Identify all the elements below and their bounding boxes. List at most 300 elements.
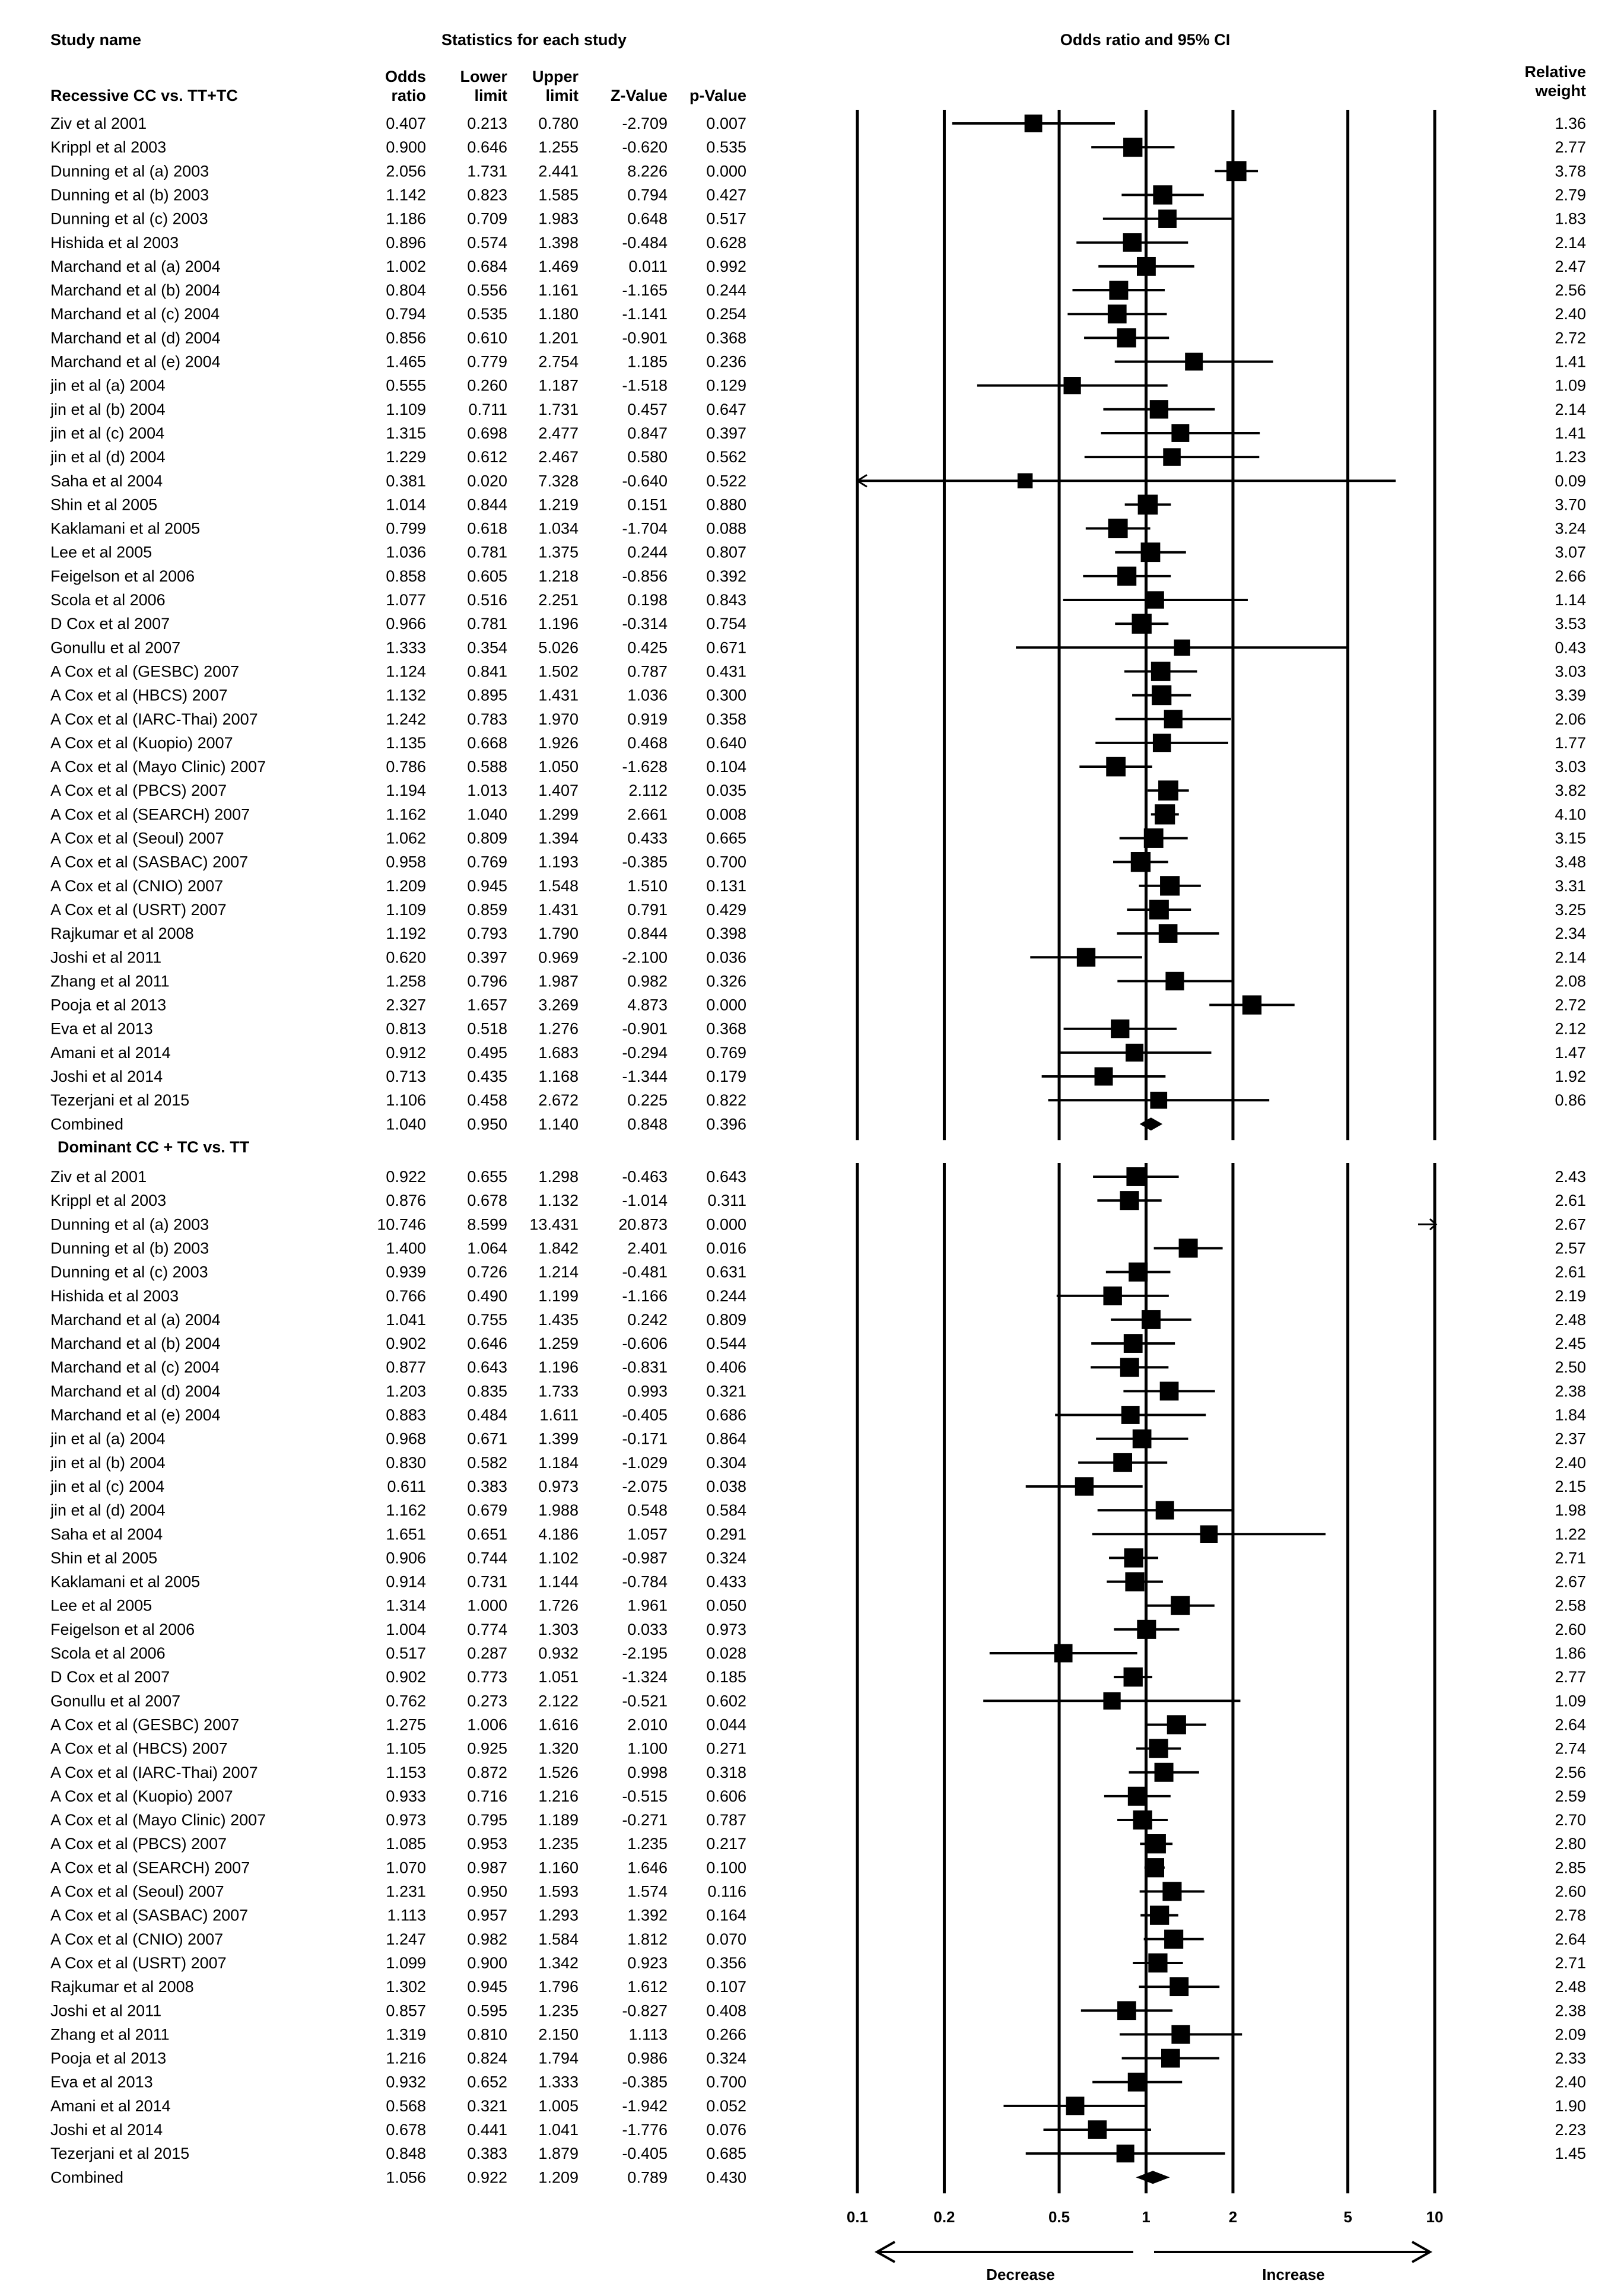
odds-ratio-value: 1.124 [386, 662, 426, 681]
upper-limit-value: 1.276 [538, 1019, 579, 1038]
z-value: -0.827 [622, 2002, 668, 2020]
p-value: 0.992 [706, 257, 746, 275]
upper-limit-value: 1.219 [538, 495, 579, 514]
lower-limit-value: 0.397 [467, 948, 507, 967]
p-value: 0.321 [706, 1382, 746, 1400]
z-value: 0.433 [627, 829, 668, 847]
odds-ratio-value: 1.162 [386, 805, 426, 824]
axis-tick-label: 0.2 [933, 2208, 955, 2226]
odds-ratio-value: 1.400 [386, 1239, 426, 1257]
axis-tick-label: 0.5 [1048, 2208, 1070, 2226]
relative-weight-value: 2.71 [1555, 1549, 1586, 1567]
effect-square [1147, 591, 1164, 608]
study-name: Rajkumar et al 2008 [50, 1978, 194, 1996]
lower-limit-value: 1.731 [467, 162, 507, 180]
upper-limit-value: 1.469 [538, 257, 579, 275]
relative-weight-value: 2.66 [1555, 567, 1586, 585]
p-value: 0.584 [706, 1501, 746, 1520]
z-value: 0.844 [627, 925, 668, 943]
relative-weight-value: 2.64 [1555, 1716, 1586, 1734]
study-name: jin et al (b) 2004 [50, 1453, 166, 1472]
p-value: 0.430 [706, 2168, 746, 2187]
relative-weight-value: 2.08 [1555, 972, 1586, 990]
study-name: A Cox et al (IARC-Thai) 2007 [50, 1763, 258, 1781]
lower-limit-value: 0.709 [467, 209, 507, 228]
z-value: -0.620 [622, 138, 668, 157]
p-value: 0.631 [706, 1263, 746, 1281]
p-value: 0.408 [706, 2002, 746, 2020]
effect-square [1155, 804, 1175, 824]
z-value: 2.010 [627, 1716, 668, 1734]
study-name: jin et al (d) 2004 [50, 448, 166, 466]
study-name: Amani et al 2014 [50, 2096, 171, 2115]
odds-ratio-value: 1.209 [386, 876, 426, 895]
lower-limit-value: 0.872 [467, 1763, 507, 1781]
p-value: 0.809 [706, 1310, 746, 1329]
upper-limit-value: 1.196 [538, 1358, 579, 1377]
odds-ratio-value: 1.242 [386, 710, 426, 728]
z-value: -1.141 [622, 305, 668, 323]
odds-ratio-value: 1.036 [386, 543, 426, 561]
odds-ratio-value: 1.002 [386, 257, 426, 275]
p-value: 0.769 [706, 1043, 746, 1062]
lower-limit-value: 0.484 [467, 1406, 507, 1424]
upper-limit-value: 1.733 [538, 1382, 579, 1400]
p-value: 0.107 [706, 1978, 746, 1996]
effect-square [1242, 995, 1261, 1014]
lower-limit-value: 0.810 [467, 2025, 507, 2044]
odds-ratio-value: 0.922 [386, 1168, 426, 1186]
odds-ratio-value: 0.902 [386, 1335, 426, 1353]
effect-square [1165, 972, 1184, 990]
relative-weight-value: 3.15 [1555, 829, 1586, 847]
lower-limit-value: 0.859 [467, 900, 507, 919]
z-value: -1.324 [622, 1668, 668, 1686]
effect-square [1077, 948, 1095, 967]
lower-limit-value: 0.595 [467, 2002, 507, 2020]
study-name: Krippl et al 2003 [50, 138, 167, 157]
odds-ratio-value: 1.162 [386, 1501, 426, 1520]
odds-ratio-value: 1.315 [386, 424, 426, 442]
relative-weight-value: 2.19 [1555, 1286, 1586, 1305]
study-name: Marchand et al (d) 2004 [50, 1382, 221, 1400]
z-value: -1.029 [622, 1453, 668, 1472]
upper-limit-value: 1.209 [538, 2168, 579, 2187]
p-value: 0.035 [706, 782, 746, 800]
z-value: -0.784 [622, 1573, 668, 1591]
study-name: Dunning et al (b) 2003 [50, 1239, 209, 1257]
p-value: 0.116 [707, 1882, 746, 1901]
effect-square [1149, 1739, 1168, 1758]
study-name: Saha et al 2004 [50, 472, 163, 490]
odds-ratio-value: 1.135 [386, 733, 426, 752]
study-name: A Cox et al (Seoul) 2007 [50, 829, 224, 847]
p-value: 0.398 [706, 925, 746, 943]
odds-ratio-value: 0.786 [386, 758, 426, 776]
z-value: -0.405 [622, 1406, 668, 1424]
odds-ratio-value: 0.848 [386, 2145, 426, 2163]
effect-square [1113, 1453, 1132, 1472]
study-name: A Cox et al (GESBC) 2007 [50, 1716, 240, 1734]
relative-weight-value: 2.43 [1555, 1168, 1586, 1186]
z-value: -2.100 [622, 948, 668, 967]
odds-ratio-value: 1.014 [386, 495, 426, 514]
axis-tick-label: 5 [1343, 2208, 1352, 2226]
effect-square [1121, 1406, 1140, 1424]
lower-limit-value: 0.441 [467, 2121, 507, 2139]
upper-limit-value: 1.298 [538, 1168, 579, 1186]
p-value: 0.397 [706, 424, 746, 442]
upper-limit-value: 1.879 [538, 2145, 579, 2163]
effect-square [1138, 495, 1158, 515]
odds-ratio-value: 1.194 [386, 782, 426, 800]
effect-square [1063, 377, 1080, 394]
relative-weight-value: 2.06 [1555, 710, 1586, 728]
z-value: 1.057 [627, 1525, 668, 1543]
header-upper-limit-line2: limit [545, 87, 579, 104]
upper-limit-value: 1.611 [539, 1406, 579, 1424]
lower-limit-value: 1.006 [467, 1716, 507, 1734]
lower-limit-value: 0.383 [467, 2145, 507, 2163]
study-name: D Cox et al 2007 [50, 615, 170, 633]
lower-limit-value: 0.796 [467, 972, 507, 990]
effect-square [1171, 424, 1189, 442]
p-value: 0.244 [706, 281, 746, 300]
effect-square [1106, 757, 1126, 777]
effect-square [1160, 876, 1180, 895]
upper-limit-value: 1.342 [538, 1953, 579, 1972]
p-value: 0.787 [706, 1811, 746, 1829]
relative-weight-value: 2.45 [1555, 1335, 1586, 1353]
effect-square [1109, 281, 1128, 300]
effect-square [1159, 924, 1178, 943]
p-value: 0.433 [706, 1573, 746, 1591]
effect-square [1125, 1572, 1144, 1591]
study-name: Amani et al 2014 [50, 1043, 171, 1062]
p-value: 0.535 [706, 138, 746, 157]
odds-ratio-value: 1.231 [386, 1882, 426, 1901]
z-value: -1.166 [622, 1286, 668, 1305]
study-name: Dunning et al (a) 2003 [50, 1215, 209, 1234]
effect-square [1131, 852, 1151, 872]
lower-limit-value: 0.731 [467, 1573, 507, 1591]
effect-square [1054, 1644, 1073, 1663]
upper-limit-value: 4.186 [538, 1525, 579, 1543]
study-name: Marchand et al (e) 2004 [50, 352, 221, 371]
study-name: Gonullu et al 2007 [50, 1692, 181, 1710]
upper-limit-value: 1.399 [538, 1430, 579, 1448]
upper-limit-value: 1.235 [538, 1835, 579, 1853]
p-value: 0.217 [706, 1835, 746, 1853]
upper-limit-value: 1.407 [538, 782, 579, 800]
z-value: 0.198 [627, 591, 668, 609]
odds-ratio-value: 0.876 [386, 1192, 426, 1210]
relative-weight-value: 2.40 [1555, 305, 1586, 323]
relative-weight-value: 2.79 [1555, 186, 1586, 204]
study-name: A Cox et al (SEARCH) 2007 [50, 805, 250, 824]
upper-limit-value: 1.102 [538, 1549, 579, 1567]
upper-limit-value: 1.216 [538, 1787, 579, 1805]
section-title: Dominant CC + TC vs. TT [58, 1138, 250, 1156]
lower-limit-value: 0.781 [467, 543, 507, 561]
upper-limit-value: 1.431 [538, 686, 579, 704]
effect-square [1167, 1715, 1186, 1734]
upper-limit-value: 1.394 [538, 829, 579, 847]
upper-limit-value: 1.144 [538, 1573, 579, 1591]
z-value: 0.847 [627, 424, 668, 442]
relative-weight-value: 3.53 [1555, 615, 1586, 633]
upper-limit-value: 1.983 [538, 209, 579, 228]
z-value: -0.294 [622, 1043, 668, 1062]
z-value: 0.457 [627, 400, 668, 418]
p-value: 0.517 [706, 209, 746, 228]
z-value: 0.919 [627, 710, 668, 728]
study-name: A Cox et al (IARC-Thai) 2007 [50, 710, 258, 728]
relative-weight-value: 1.09 [1555, 1692, 1586, 1710]
relative-weight-value: 3.24 [1555, 519, 1586, 538]
study-name: Pooja et al 2013 [50, 2049, 167, 2067]
p-value: 0.807 [706, 543, 746, 561]
lower-limit-value: 0.987 [467, 1859, 507, 1877]
z-value: 0.468 [627, 733, 668, 752]
z-value: 1.235 [627, 1835, 668, 1853]
p-value: 0.179 [706, 1068, 746, 1085]
p-value: 0.318 [706, 1763, 746, 1781]
lower-limit-value: 0.779 [467, 352, 507, 371]
study-name: A Cox et al (CNIO) 2007 [50, 876, 224, 895]
upper-limit-value: 1.790 [538, 925, 579, 943]
p-value: 0.356 [706, 1953, 746, 1972]
lower-limit-value: 1.040 [467, 805, 507, 824]
z-value: -0.987 [622, 1549, 668, 1567]
relative-weight-value: 3.78 [1555, 162, 1586, 180]
lower-limit-value: 0.755 [467, 1310, 507, 1329]
p-value: 0.052 [706, 2096, 746, 2115]
effect-square [1147, 1834, 1166, 1853]
study-name: A Cox et al (Seoul) 2007 [50, 1882, 224, 1901]
effect-square [1133, 1810, 1152, 1829]
z-value: -0.271 [622, 1811, 668, 1829]
relative-weight-value: 2.61 [1555, 1192, 1586, 1210]
p-value: 0.070 [706, 1930, 746, 1948]
lower-limit-value: 0.651 [467, 1525, 507, 1543]
p-value: 0.685 [706, 2145, 746, 2163]
upper-limit-value: 1.034 [538, 519, 579, 538]
relative-weight-value: 1.92 [1555, 1068, 1586, 1085]
relative-weight-value: 0.43 [1555, 638, 1586, 657]
relative-weight-value: 3.03 [1555, 758, 1586, 776]
z-value: -0.606 [622, 1335, 668, 1353]
z-value: 2.112 [628, 782, 668, 800]
header-lower-limit-line1: Lower [460, 68, 507, 85]
relative-weight-value: 1.83 [1555, 209, 1586, 228]
p-value: 0.304 [706, 1453, 746, 1472]
relative-weight-value: 2.38 [1555, 2002, 1586, 2020]
odds-ratio-value: 1.041 [386, 1310, 426, 1329]
p-value: 0.754 [706, 615, 746, 633]
relative-weight-value: 1.45 [1555, 2145, 1586, 2163]
odds-ratio-value: 0.813 [386, 1019, 426, 1038]
effect-square [1128, 2073, 1147, 2092]
effect-square [1185, 353, 1203, 371]
p-value: 0.864 [706, 1430, 746, 1448]
upper-limit-value: 5.026 [538, 638, 579, 657]
upper-limit-value: 0.969 [538, 948, 579, 967]
upper-limit-value: 1.140 [538, 1115, 579, 1133]
study-name: Dunning et al (b) 2003 [50, 186, 209, 204]
lower-limit-value: 0.260 [467, 376, 507, 395]
lower-limit-value: 0.783 [467, 710, 507, 728]
relative-weight-value: 2.67 [1555, 1573, 1586, 1591]
effect-square [1124, 1548, 1143, 1567]
p-value: 0.000 [706, 162, 746, 180]
upper-limit-value: 1.051 [538, 1668, 579, 1686]
relative-weight-value: 2.59 [1555, 1787, 1586, 1805]
z-value: -0.171 [622, 1430, 668, 1448]
p-value: 0.700 [706, 853, 746, 871]
upper-limit-value: 1.041 [538, 2121, 579, 2139]
z-value: -1.776 [622, 2121, 668, 2139]
p-value: 0.880 [706, 495, 746, 514]
lower-limit-value: 0.698 [467, 424, 507, 442]
lower-limit-value: 0.744 [467, 1549, 507, 1567]
lower-limit-value: 0.945 [467, 1978, 507, 1996]
effect-square [1179, 1238, 1198, 1257]
upper-limit-value: 1.431 [538, 900, 579, 919]
effect-square [1124, 1334, 1143, 1353]
relative-weight-value: 2.56 [1555, 1763, 1586, 1781]
effect-square [1171, 2025, 1190, 2044]
p-value: 0.843 [706, 591, 746, 609]
upper-limit-value: 1.050 [538, 758, 579, 776]
p-value: 0.406 [706, 1358, 746, 1377]
study-name: jin et al (c) 2004 [50, 424, 165, 442]
effect-square [1145, 1858, 1164, 1877]
effect-square [1142, 1310, 1161, 1329]
lower-limit-value: 0.655 [467, 1168, 507, 1186]
p-value: 0.028 [706, 1644, 746, 1662]
study-name: Eva et al 2013 [50, 2073, 153, 2091]
upper-limit-value: 2.441 [538, 162, 579, 180]
upper-limit-value: 1.970 [538, 710, 579, 728]
lower-limit-value: 1.000 [467, 1596, 507, 1615]
odds-ratio-value: 0.766 [386, 1286, 426, 1305]
z-value: 1.961 [627, 1596, 668, 1615]
study-name: Marchand et al (b) 2004 [50, 281, 221, 300]
upper-limit-value: 1.593 [538, 1882, 579, 1901]
effect-square [1171, 1596, 1190, 1615]
effect-square [1108, 304, 1127, 323]
odds-ratio-value: 1.319 [386, 2025, 426, 2044]
odds-ratio-value: 0.678 [386, 2121, 426, 2139]
lower-limit-value: 0.809 [467, 829, 507, 847]
effect-square [1200, 1525, 1218, 1543]
lower-limit-value: 0.495 [467, 1043, 507, 1062]
z-value: 0.225 [627, 1091, 668, 1110]
z-value: -1.344 [622, 1068, 668, 1085]
study-name: Ziv et al 2001 [50, 115, 147, 132]
odds-ratio-value: 10.746 [377, 1215, 426, 1234]
study-name: Shin et al 2005 [50, 1549, 158, 1567]
relative-weight-value: 3.39 [1555, 686, 1586, 704]
effect-square [1137, 257, 1156, 276]
relative-weight-value: 2.77 [1555, 1668, 1586, 1686]
z-value: 0.242 [627, 1310, 668, 1329]
lower-limit-value: 0.726 [467, 1263, 507, 1281]
z-value: -2.075 [622, 1477, 668, 1495]
upper-limit-value: 1.299 [538, 805, 579, 824]
z-value: -1.014 [622, 1192, 668, 1210]
relative-weight-value: 2.15 [1555, 1477, 1586, 1495]
odds-ratio-value: 1.314 [386, 1596, 426, 1615]
study-name: Krippl et al 2003 [50, 1192, 167, 1210]
relative-weight-value: 1.41 [1555, 424, 1586, 442]
odds-ratio-value: 0.713 [386, 1068, 426, 1085]
p-value: 0.008 [706, 805, 746, 824]
upper-limit-value: 1.726 [538, 1596, 579, 1615]
upper-limit-value: 1.842 [538, 1239, 579, 1257]
upper-limit-value: 1.235 [538, 2002, 579, 2020]
study-name: Lee et al 2005 [50, 543, 152, 561]
study-name: Zhang et al 2011 [50, 2025, 170, 2044]
odds-ratio-value: 1.216 [386, 2049, 426, 2067]
relative-weight-value: 3.48 [1555, 853, 1586, 871]
upper-limit-value: 1.526 [538, 1763, 579, 1781]
p-value: 0.392 [706, 567, 746, 585]
upper-limit-value: 1.303 [538, 1620, 579, 1638]
lower-limit-value: 0.953 [467, 1835, 507, 1853]
effect-square [1156, 1501, 1174, 1520]
relative-weight-value: 2.09 [1555, 2025, 1586, 2044]
lower-limit-value: 0.582 [467, 1453, 507, 1472]
lower-limit-value: 0.020 [467, 472, 507, 490]
upper-limit-value: 2.672 [538, 1091, 579, 1110]
effect-square [1144, 828, 1164, 848]
relative-weight-value: 2.50 [1555, 1358, 1586, 1377]
study-name: jin et al (a) 2004 [50, 376, 166, 395]
upper-limit-value: 1.168 [538, 1068, 579, 1085]
lower-limit-value: 0.435 [467, 1068, 507, 1085]
upper-limit-value: 1.196 [538, 615, 579, 633]
lower-limit-value: 0.287 [467, 1644, 507, 1662]
upper-limit-value: 1.796 [538, 1978, 579, 1996]
relative-weight-value: 2.40 [1555, 2073, 1586, 2091]
p-value: 0.254 [706, 305, 746, 323]
odds-ratio-value: 0.902 [386, 1668, 426, 1686]
z-value: 0.011 [628, 257, 668, 275]
odds-ratio-value: 1.229 [386, 448, 426, 466]
upper-limit-value: 2.251 [538, 591, 579, 609]
lower-limit-value: 0.668 [467, 733, 507, 752]
study-name: Ziv et al 2001 [50, 1168, 147, 1186]
p-value: 0.104 [706, 758, 746, 776]
upper-limit-value: 7.328 [538, 472, 579, 490]
p-value: 0.822 [706, 1091, 746, 1110]
study-name: Rajkumar et al 2008 [50, 925, 194, 943]
z-value: 1.100 [627, 1739, 668, 1758]
study-name: Kaklamani et al 2005 [50, 1573, 201, 1591]
study-name: Hishida et al 2003 [50, 1286, 179, 1305]
p-value: 0.266 [706, 2025, 746, 2044]
odds-ratio-value: 1.258 [386, 972, 426, 990]
z-value: 0.648 [627, 209, 668, 228]
lower-limit-value: 0.213 [467, 115, 507, 132]
effect-square [1133, 1430, 1152, 1448]
relative-weight-value: 1.90 [1555, 2096, 1586, 2115]
relative-weight-value: 0.09 [1555, 472, 1586, 490]
odds-ratio-value: 2.056 [386, 162, 426, 180]
p-value: 0.522 [706, 472, 746, 490]
